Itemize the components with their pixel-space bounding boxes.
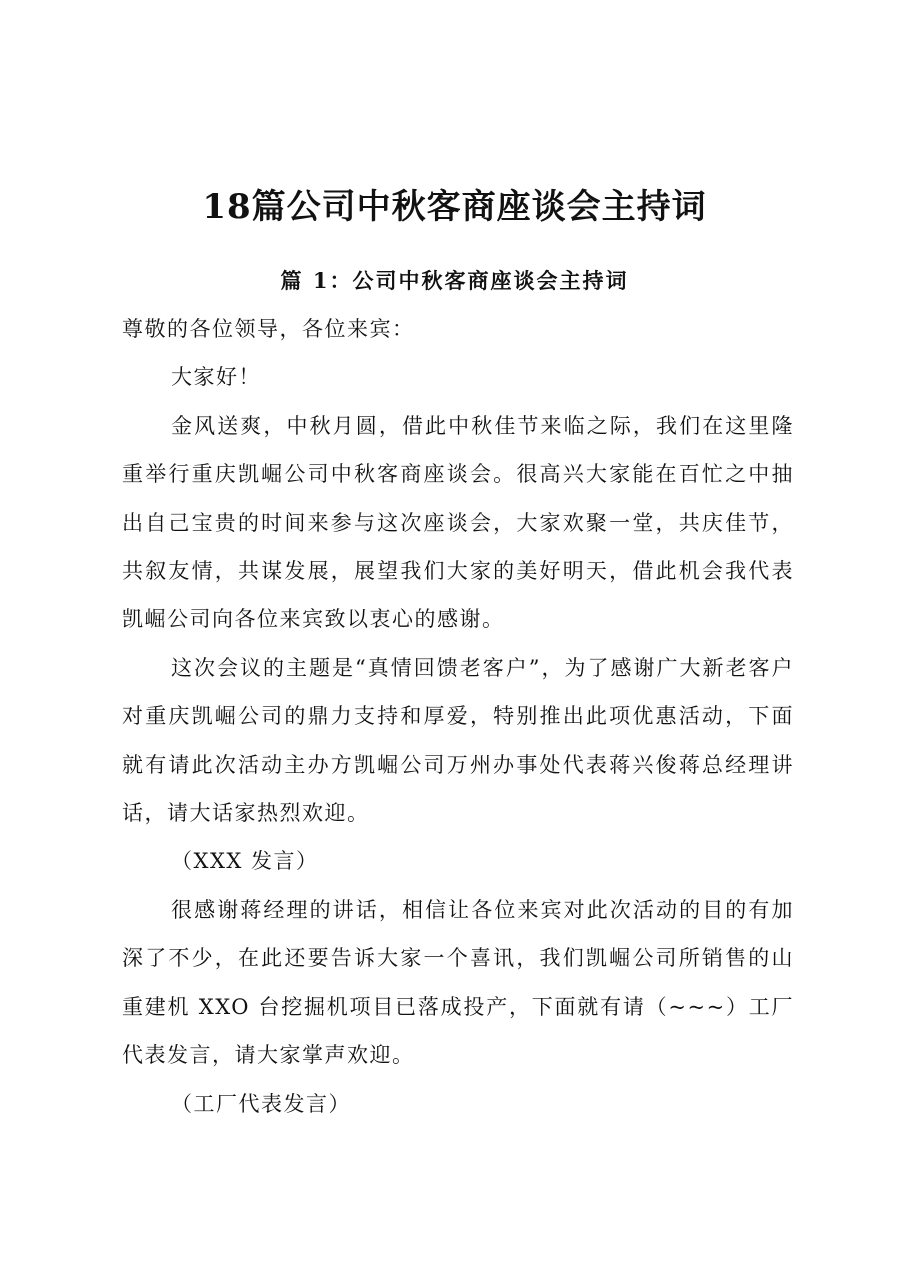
- paragraph-opening: 金风送爽，中秋月圆，借此中秋佳节来临之际，我们在这里隆重举行重庆凯崛公司中秋客商座谈会。很高兴大家能在百忙之中抽出自己宝贵的时间来参与这次座谈会，大家欢聚一堂，共庆佳节，共叙友情，共谋发展，展望我们大家的美好明天，借此机会我代表凯崛公司向各位来宾致以衷心的感谢。: [122, 413, 794, 632]
- greeting: 大家好！: [171, 365, 261, 390]
- section-heading: 篇 1：公司中秋客商座谈会主持词: [280, 268, 629, 293]
- paragraph-theme: 这次会议的主题是“真情回馈老客户”，为了感谢广大新老客户对重庆凯崛公司的鼎力支持和厚爱，特别推出此项优惠活动，下面就有请此次活动主办方凯崛公司万州办事处代表蒋兴俊蒋总经理讲话，请大话家热烈欢迎。: [122, 655, 794, 826]
- document-title: 18篇公司中秋客商座谈会主持词: [202, 187, 707, 227]
- document-body: [122, 305, 794, 1128]
- salutation: 尊敬的各位领导，各位来宾：: [122, 317, 415, 341]
- stage-direction-speech: （XXX 发言）: [171, 849, 319, 874]
- stage-direction-factory: （工厂代表发言）: [171, 1091, 351, 1116]
- paragraph-thanks: 很感谢蒋经理的讲话，相信让各位来宾对此次活动的目的有加深了不少，在此还要告诉大家一个喜讯，我们凯崛公司所销售的山重建机 XXO 台挖掘机项目已落成投产，下面就有请（~~~）工厂代表发言，请大家掌声欢迎。: [122, 897, 794, 1068]
